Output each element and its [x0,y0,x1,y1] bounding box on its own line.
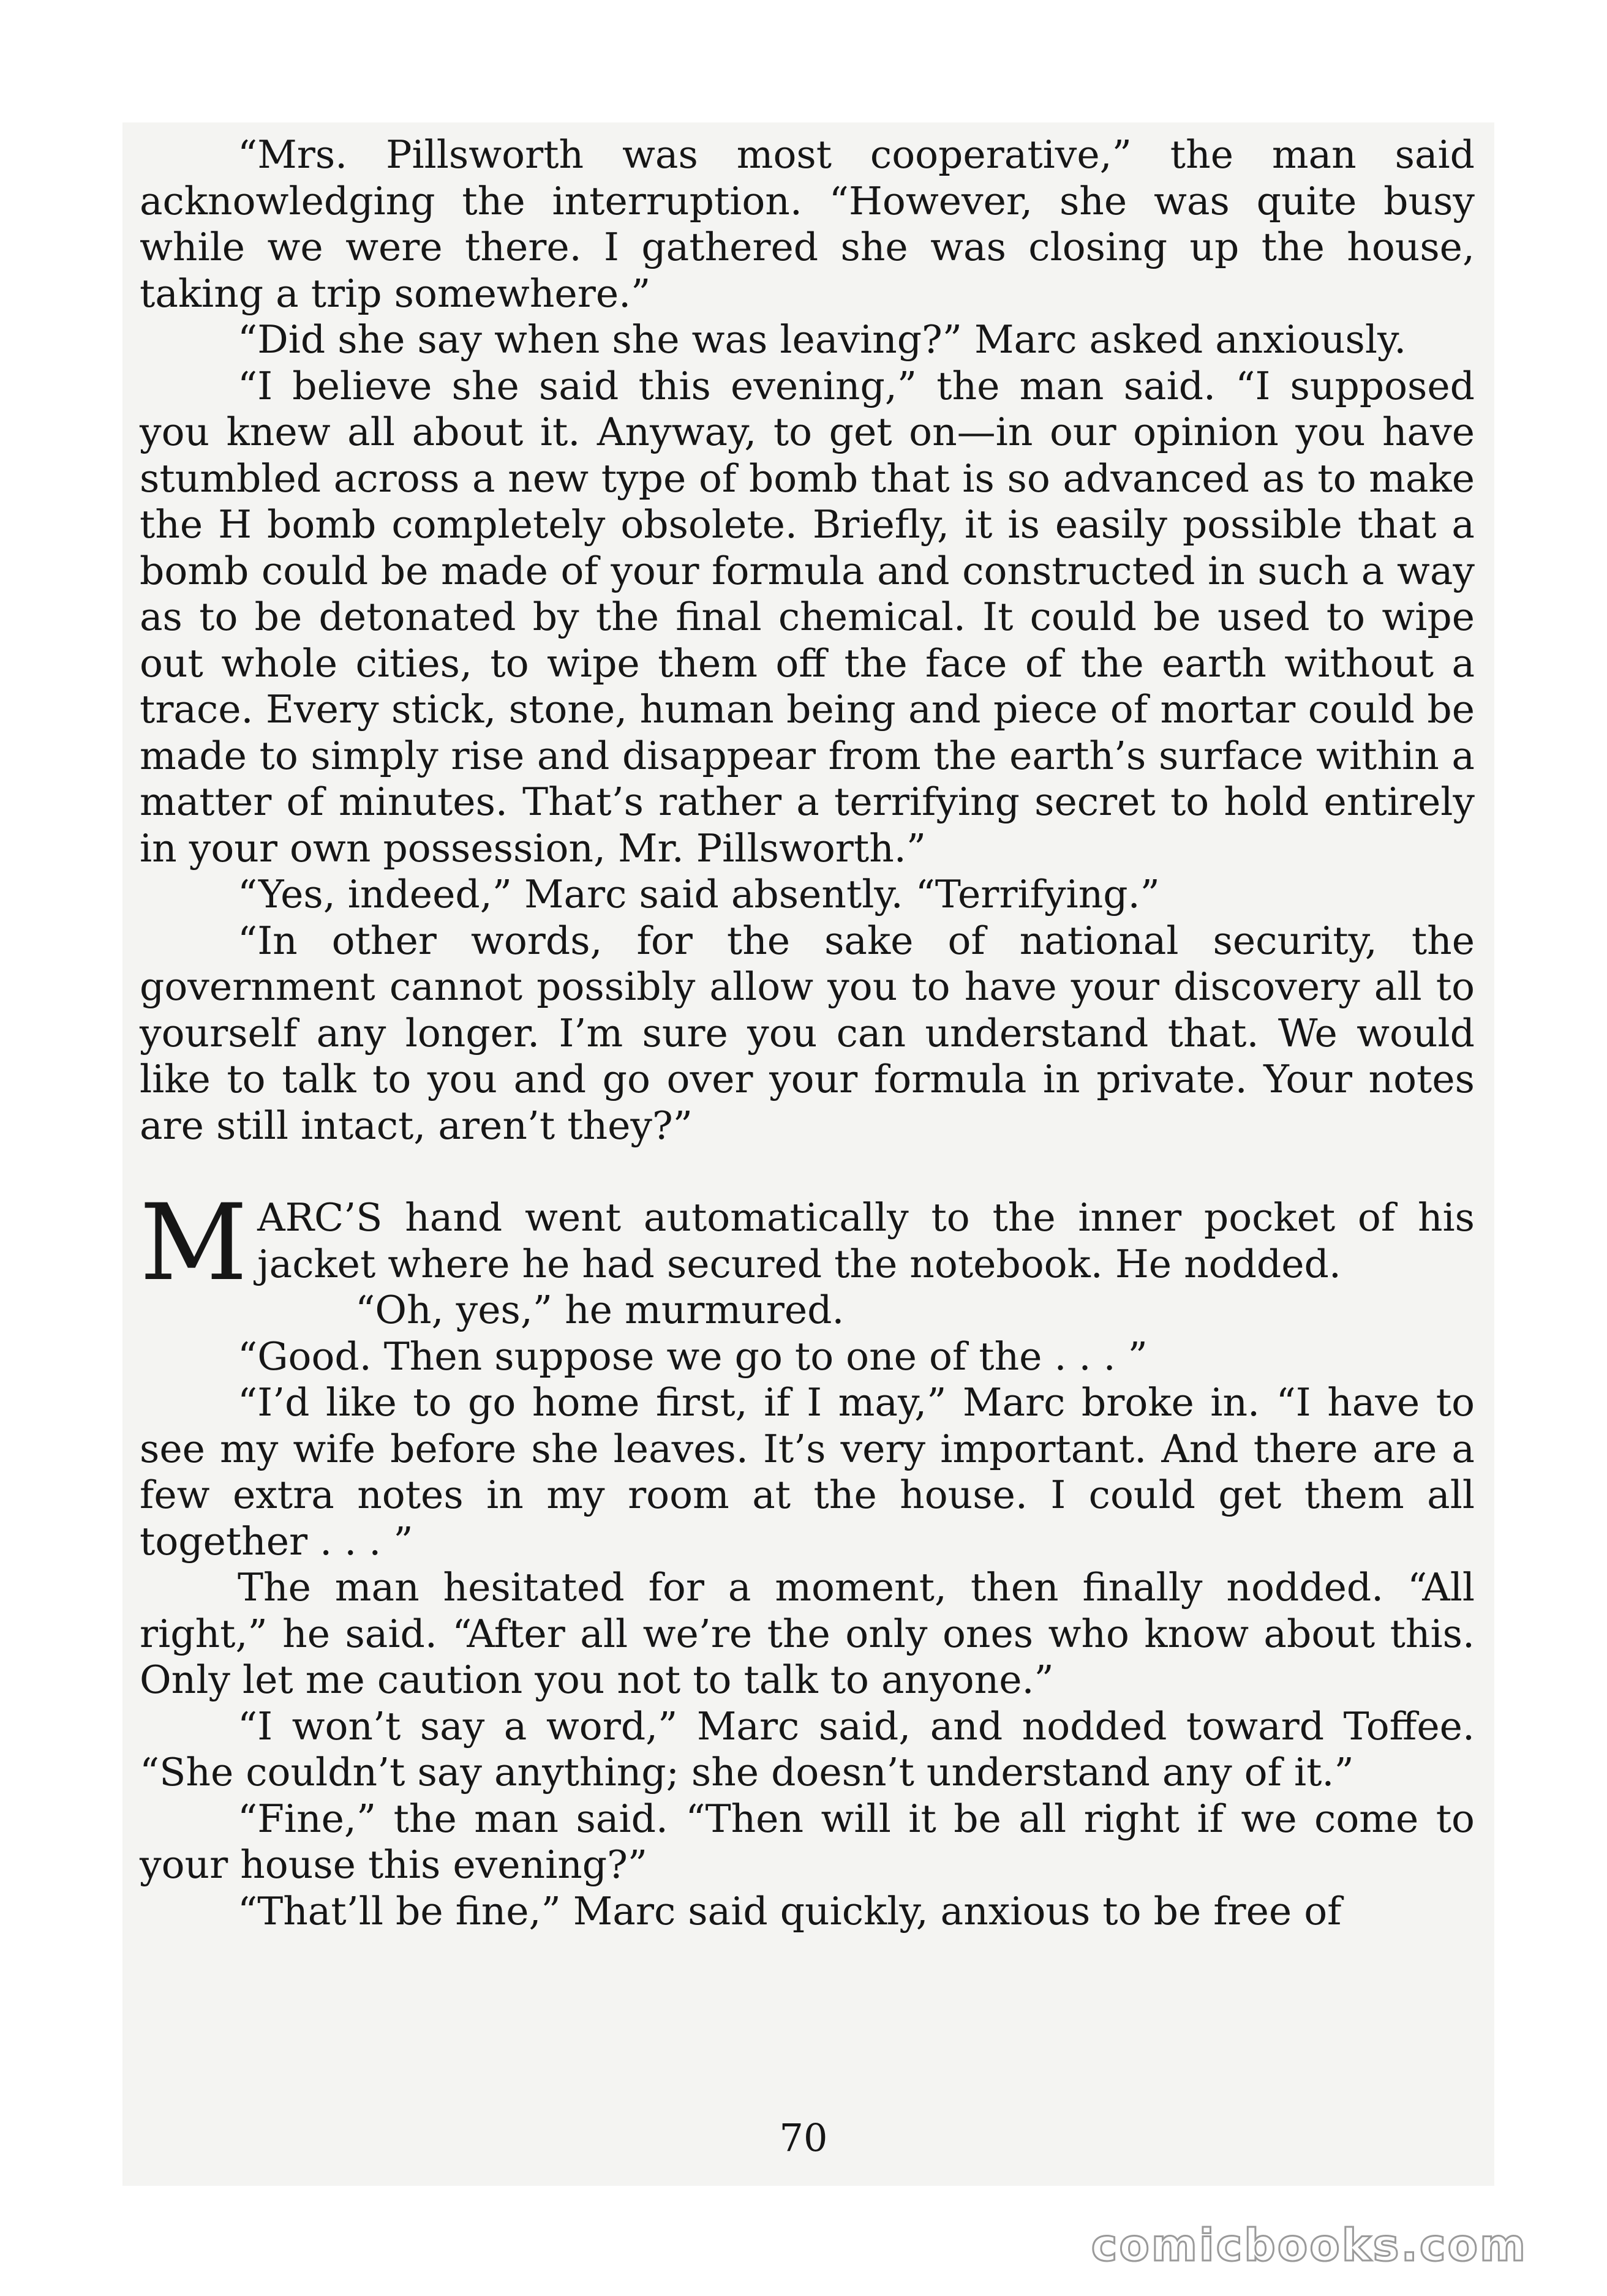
paragraph: “Mrs. Pillsworth was most cooperative,” the man said acknowledging the interruption. “However, she was quite busy while we were there. I gathered she was closing up the house, taking a trip somewhere.” [140,132,1475,316]
watermark: comicbooks.com [1091,2219,1527,2271]
paragraph: “Fine,” the man said. “Then will it be all right if we come to your house this evening?” [140,1796,1475,1887]
page-number: 70 [779,2115,828,2160]
paragraph: “Oh, yes,” he murmured. [355,1288,845,1332]
drop-cap: M [140,1181,248,1304]
paragraph: “Did she say when she was leaving?” Marc asked anxiously. [238,317,1407,362]
paragraph: “That’ll be fine,” Marc said quickly, anxious to be free of [238,1888,1342,1934]
paragraph: “I won’t say a word,” Marc said, and nodded toward Toffee. “She couldn’t say anything; she doesn’t understand any of it.” [140,1703,1475,1795]
paragraph: “I’d like to go home first, if I may,” Marc broke in. “I have to see my wife before she leaves. It’s very important. And there are a few extra notes in my room at the house. I could get them all together . . . ” [140,1380,1475,1564]
paragraph: “Good. Then suppose we go to one of the . . . ” [238,1334,1148,1379]
body-text [140,132,1475,1934]
paragraph: “Yes, indeed,” Marc said absently. “Terrifying.” [238,872,1160,917]
paragraph-text: ARC’S hand went automatically to the inner pocket of his jacket where he had secured the notebook. He nodded. [257,1195,1475,1286]
paragraph: “I believe she said this evening,” the man said. “I supposed you knew all about it. Anyway, to get on—in our opinion you have stumbled across a new type of bomb that is so advanced as to make the H bomb completely obsolete. Briefly, it is easily possible that a bomb could be made of your formula and constructed in such a way as to be detonated by the final chemical. It could be used to wipe out whole cities, to wipe them off the face of the earth without a trace. Every stick, stone, human being and piece of mortar could be made to simply rise and disappear from the earth’s surface within a matter of minutes. That’s rather a terrifying secret to hold entirely in your own possession, Mr. Pillsworth.” [140,363,1475,871]
paragraph: The man hesitated for a moment, then finally nodded. “All right,” he said. “After all we’re the only ones who know about this. Only let me caution you not to talk to anyone.” [140,1565,1475,1702]
paragraph: “In other words, for the sake of national security, the government cannot possibly allow you to have your discovery all to yourself any longer. I’m sure you can understand that. We would like to talk to you and go over your formula in private. Your notes are still intact, aren’t they?” [140,918,1475,1148]
section-opening-paragraph [140,1181,1475,1304]
